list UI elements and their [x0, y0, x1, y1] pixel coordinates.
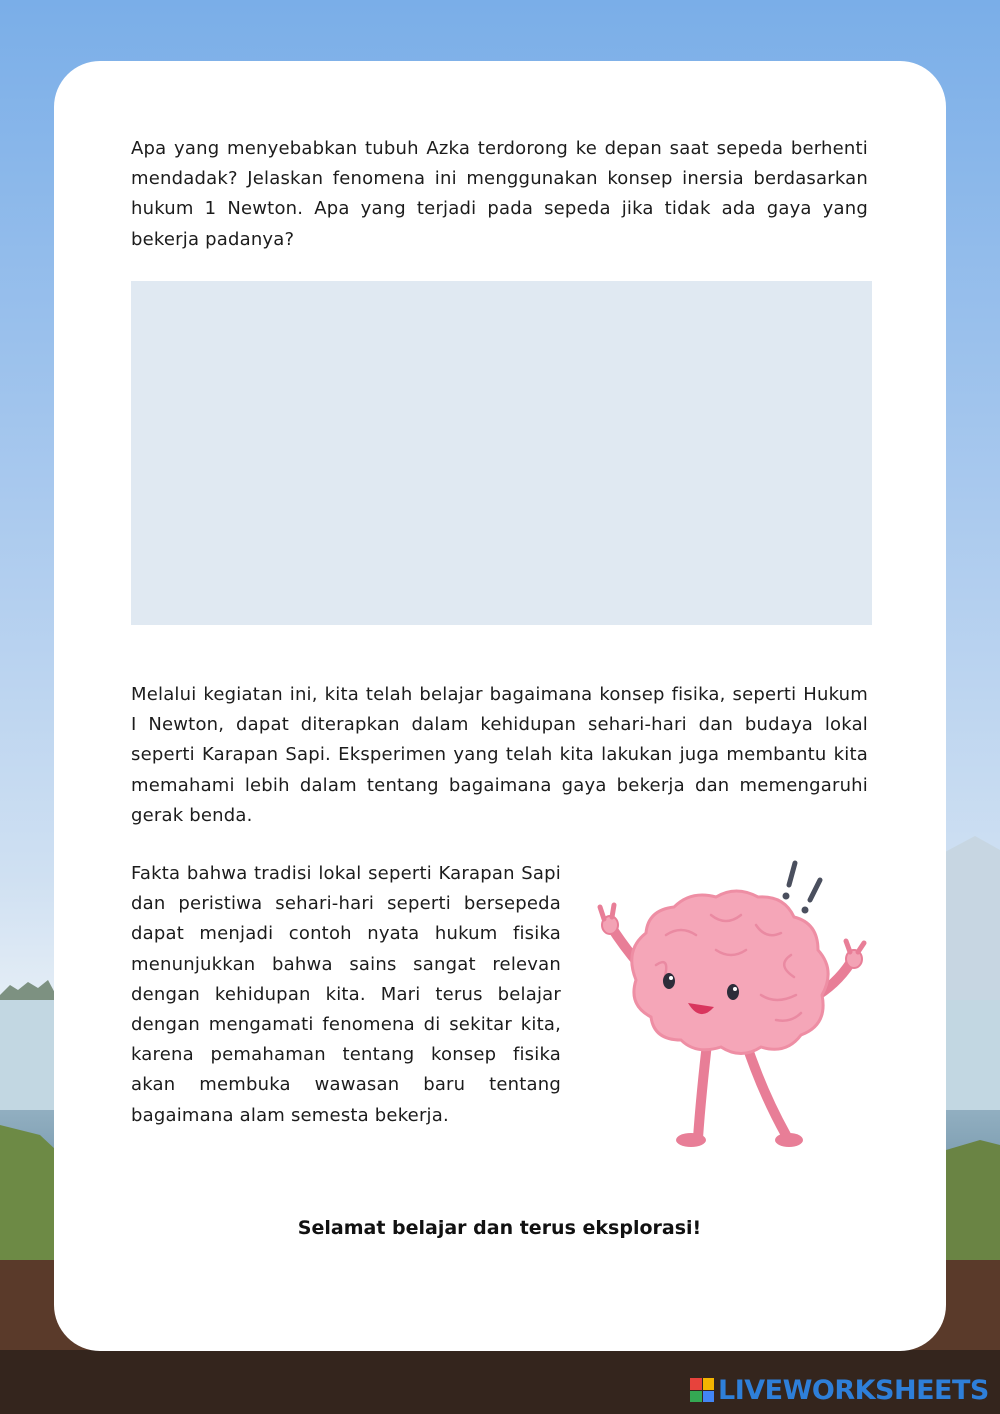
summary-paragraph: Melalui kegiatan ini, kita telah belajar bagaimana konsep fisika, seperti Hukum I Newton, dapat diterapkan dalam kehidupan sehari-hari dan budaya lokal seperti Karapan Sapi. Eksperimen yang telah kita lakukan juga membantu kita memahami lebih dalam tentang bagaimana gaya bekerja dan memengaruhi gerak benda. [131, 684, 868, 826]
closing-message: Selamat belajar dan terus eksplorasi! [297, 1217, 702, 1239]
liveworksheets-logo [690, 1372, 989, 1408]
fact-paragraph: Fakta bahwa tradisi lokal seperti Karapan Sapi dan peristiwa sehari-hari seperti bersepeda dapat menjadi contoh nyata hukum fisika menunjukkan bahwa sains sangat relevan dengan kehidupan kita. Mari terus belajar dengan mengamati fenomena di sekitar kita, karena pemahaman tentang konsep fisika akan membuka wawasan baru tentang bagaimana alam semesta bekerja. [131, 863, 561, 1126]
logo-mark-icon [690, 1378, 714, 1402]
answer-input[interactable] [131, 281, 872, 625]
cartoon-brain-illustration [596, 855, 871, 1155]
question-text: Apa yang menyebabkan tubuh Azka terdorong ke depan saat sepeda berhenti mendadak? Jelaskan fenomena ini menggunakan konsep inersia berdasarkan hukum 1 Newton. Apa yang terjadi pada sepeda jika tidak ada gaya yang bekerja padanya? [131, 138, 868, 250]
brand-name: LIVEWORKSHEETS [718, 1374, 989, 1406]
